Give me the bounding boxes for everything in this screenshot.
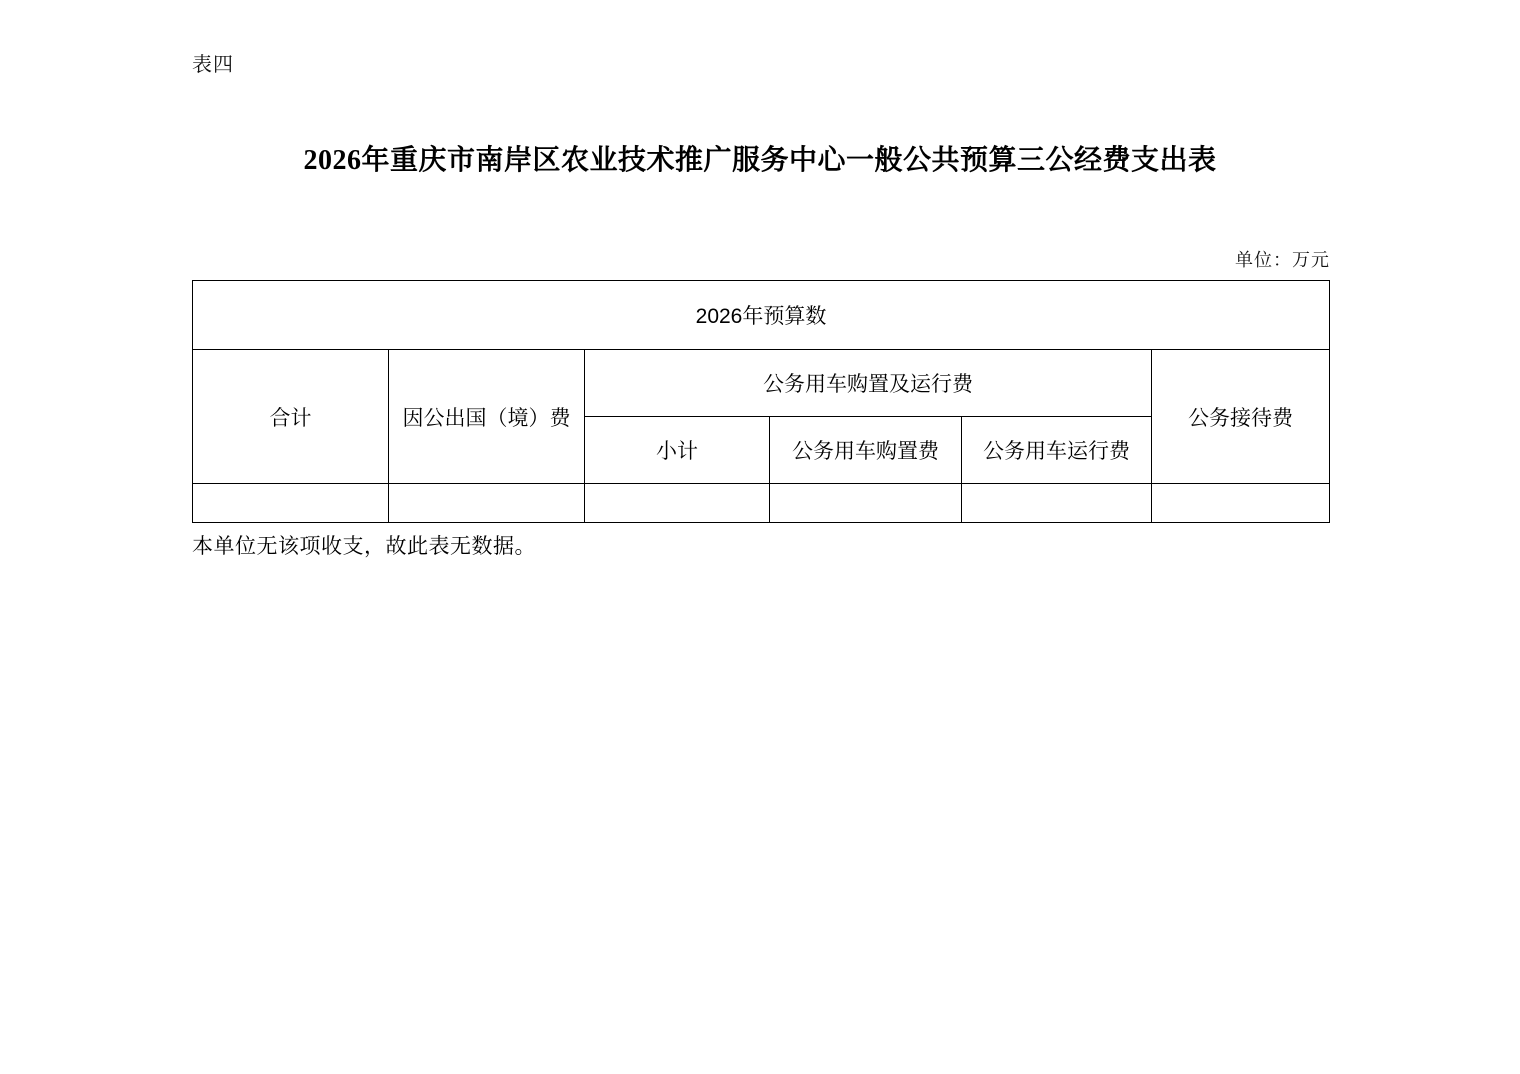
header-vehicle-purchase: 公务用车购置费 bbox=[770, 417, 962, 484]
cell-abroad bbox=[389, 484, 585, 523]
cell-total bbox=[193, 484, 389, 523]
table-row bbox=[193, 281, 1330, 350]
header-vehicle-subtotal: 小计 bbox=[585, 417, 770, 484]
table-row bbox=[193, 484, 1330, 523]
header-reception: 公务接待费 bbox=[1152, 350, 1330, 484]
cell-vehicle-subtotal bbox=[585, 484, 770, 523]
header-year-budget: 2026年预算数 bbox=[193, 281, 1330, 350]
cell-reception bbox=[1152, 484, 1330, 523]
cell-vehicle-operation bbox=[962, 484, 1152, 523]
header-abroad: 因公出国（境）费 bbox=[389, 350, 585, 484]
header-total: 合计 bbox=[193, 350, 389, 484]
table-row bbox=[193, 350, 1330, 417]
budget-table-container bbox=[192, 280, 1329, 523]
unit-note: 单位：万元 bbox=[1235, 250, 1330, 270]
page-title: 2026年重庆市南岸区农业技术推广服务中心一般公共预算三公经费支出表 bbox=[303, 145, 1217, 176]
sheet-label: 表四 bbox=[192, 54, 234, 76]
cell-vehicle-purchase bbox=[770, 484, 962, 523]
header-vehicle-operation: 公务用车运行费 bbox=[962, 417, 1152, 484]
footnote: 本单位无该项收支，故此表无数据。 bbox=[192, 534, 536, 558]
budget-table bbox=[192, 280, 1330, 523]
header-vehicle-group: 公务用车购置及运行费 bbox=[585, 350, 1152, 417]
